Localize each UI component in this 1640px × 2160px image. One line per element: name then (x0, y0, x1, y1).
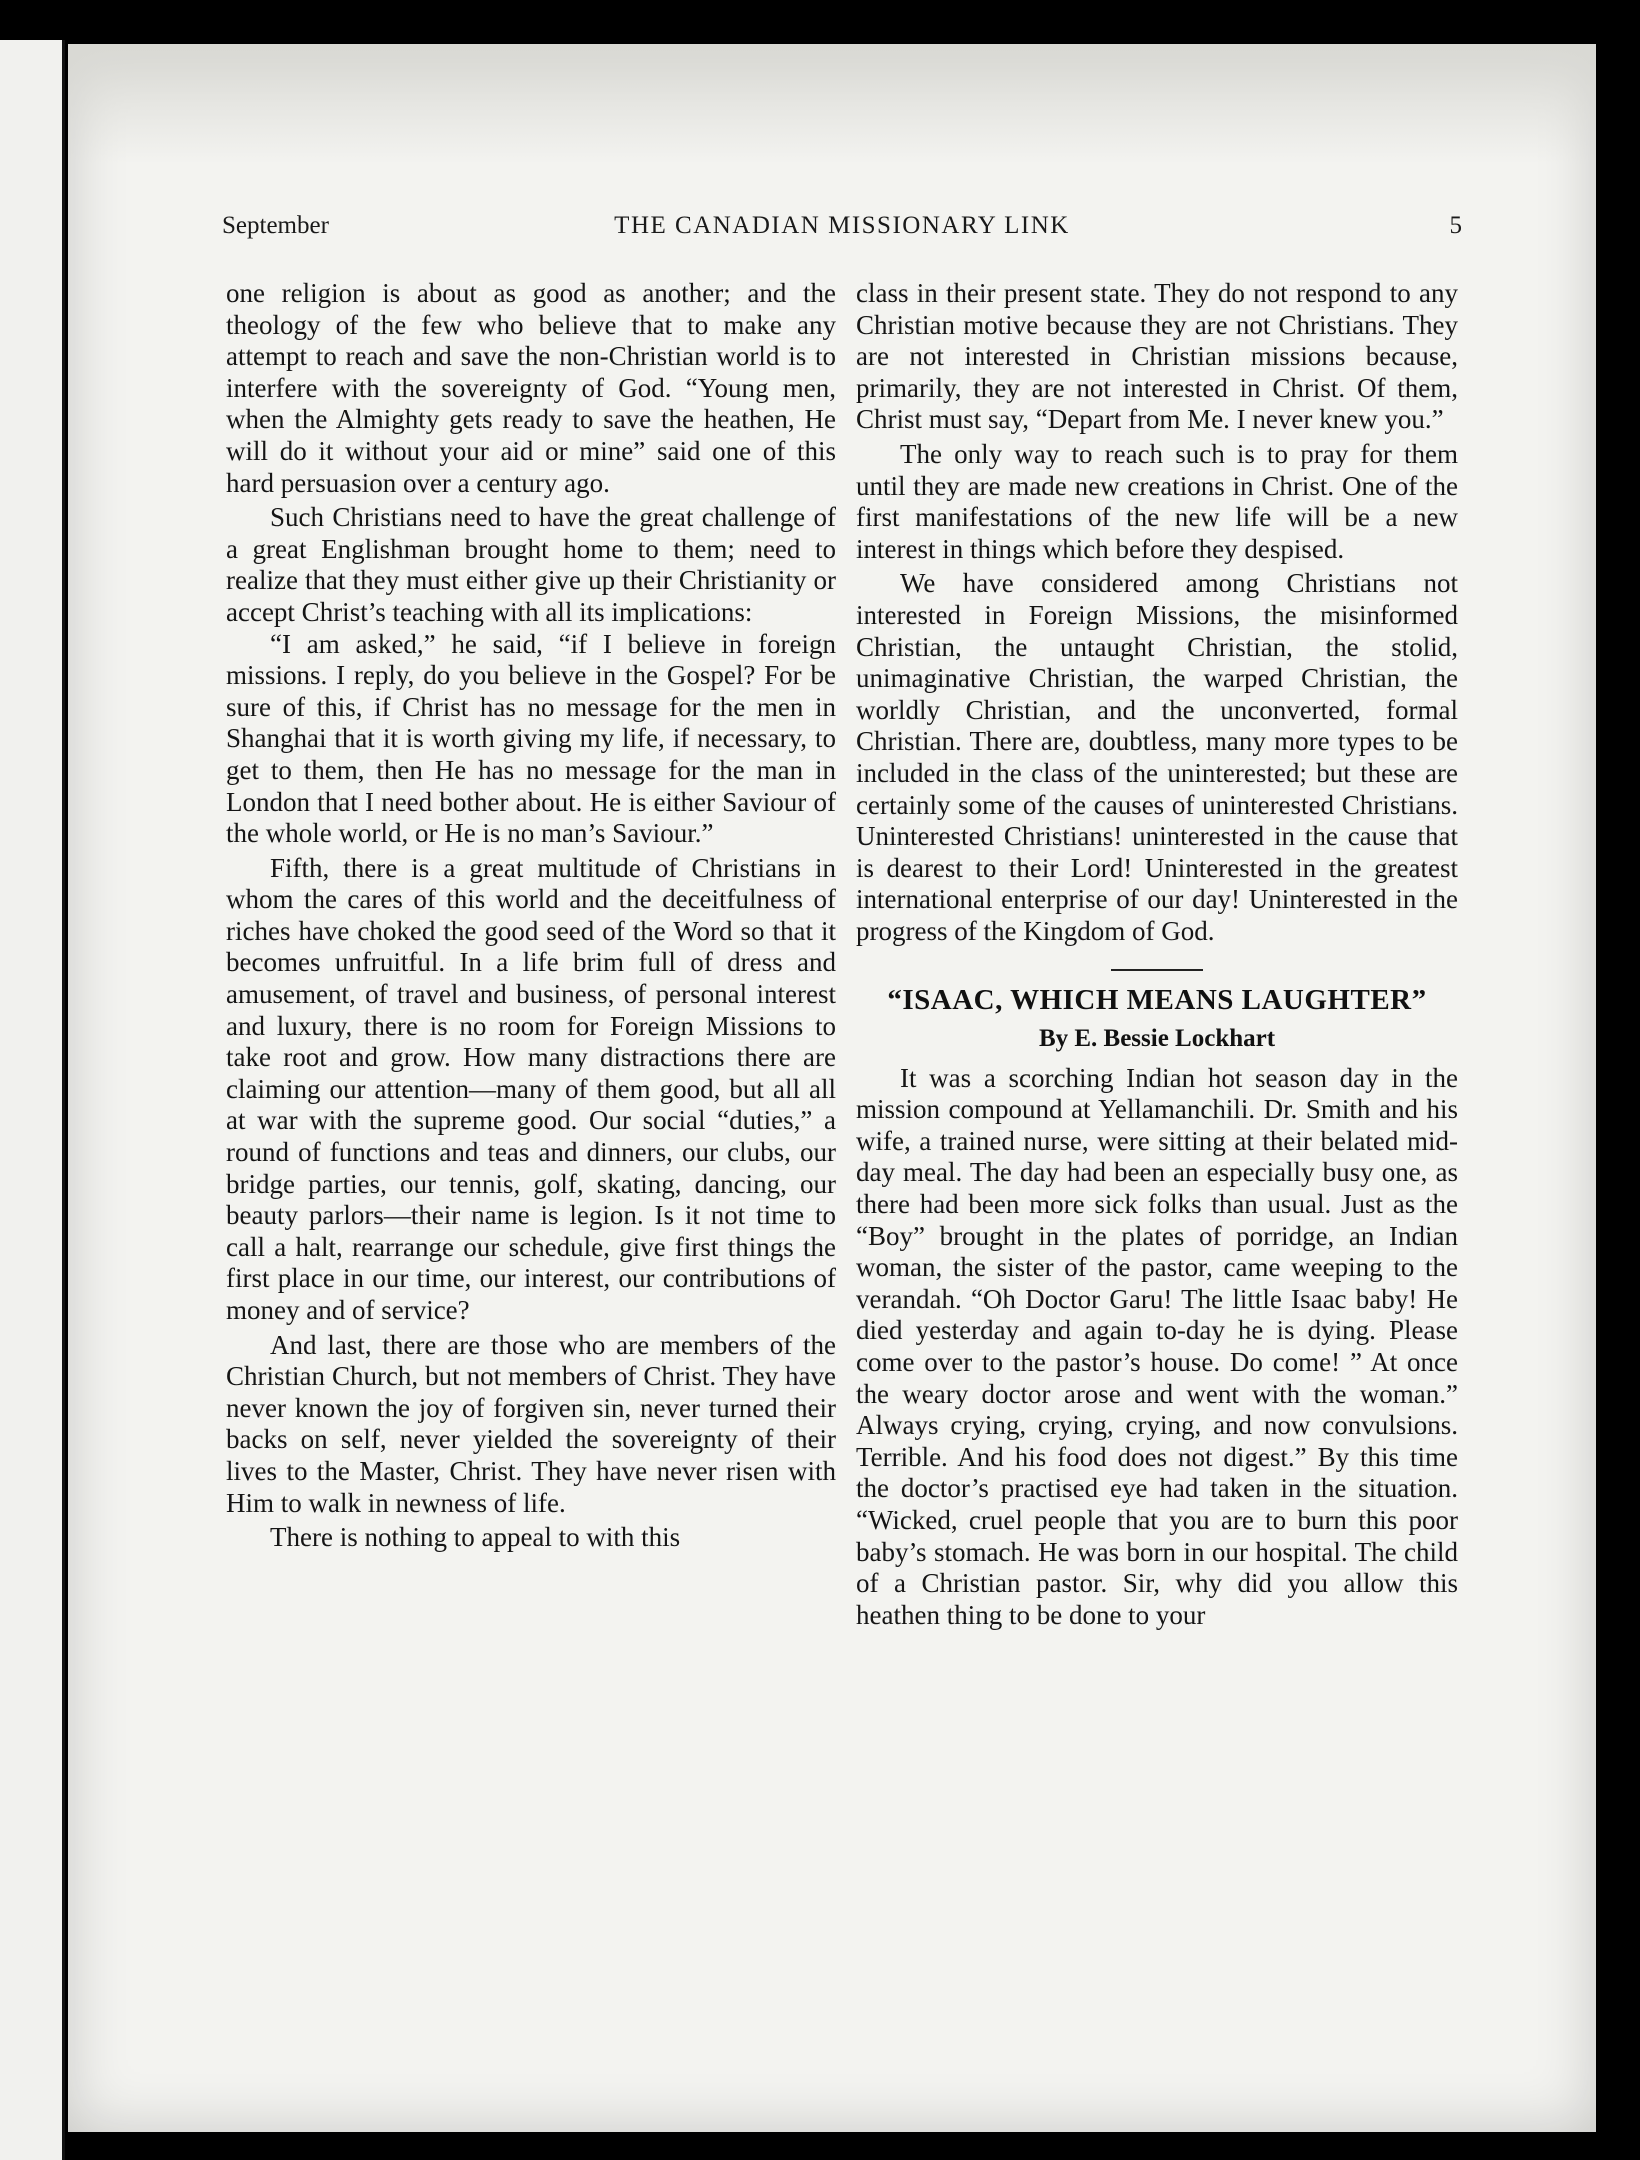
section-divider (1111, 969, 1203, 971)
article-title: “ISAAC, WHICH MEANS LAUGHTER” (887, 984, 1427, 1017)
paragraph: It was a scorching Indian hot season day in the mission compound at Yellamanchili. Dr. Smith and his wife, a trained nurse, were sitting at their belated mid-day meal. The day had been an especially busy one, as there had been more sick folks than usual. Just as the “Boy” brought in the plates of porridge, an Indian woman, the sister of the pastor, came weeping to the verandah. “Oh Doctor Garu! The little Isaac baby! He died yesterday and again to-day he is dying. Please come over to the pastor’s house. Do come! ” At once the weary doctor arose and went with the woman.” Always crying, crying, crying, and now convulsions. Terrible. And his food does not digest.” By this time the doctor’s practised eye had taken in the situation. “Wicked, cruel people that you are to burn this poor baby’s stomach. He was born in our hospital. The child of a Christian pastor. Sir, why did you allow this heathen thing to be done to your (856, 1062, 1458, 1630)
quotation-paragraph: “I am asked,” he said, “if I believe in foreign missions. I reply, do you believe in the Gospel? For be sure of this, if Christ has no message for the men in Shanghai that it is worth giving my life, if necessary, to get to them, then He has no message for the man in London that I need bother about. He is either Saviour of the whole world, or He is no man’s Saviour.” (226, 628, 836, 849)
paragraph: Such Christians need to have the great challenge of a great Englishman brought home to them; need to realize that they must either give up their Christianity or accept Christ’s teaching with all its implications: (226, 502, 836, 627)
facing-page-edge (0, 40, 65, 2160)
running-header (222, 212, 1462, 246)
right-column (856, 278, 1458, 1631)
paragraph: There is nothing to appeal to with this (270, 1522, 681, 1553)
paragraph: Fifth, there is a great multitude of Christians in whom the cares of this world and the deceitfulness of riches have choked the good seed of the Word so that it becomes unfruitful. In a life brim full of dress and amusement, of travel and business, of personal interest and luxury, there is no room for Foreign Missions to take root and grow. How many distractions there are claiming our attention—many of them good, but all all at war with the supreme good. Our social “duties,” a round of functions and teas and dinners, our clubs, our bridge parties, our tennis, golf, skating, dancing, our beauty parlors—their name is legion. Is it not time to call a halt, rearrange our schedule, give first things the first place in our time, our interest, our contributions of money and of service? (226, 852, 836, 1325)
header-month: September (222, 212, 329, 239)
paragraph: class in their present state. They do not respond to any Christian motive because they are not Christians. They are not interested in Christian missions because, primarily, they are not interested in Christ. Of them, Christ must say, “Depart from Me. I never knew you.” (856, 278, 1458, 435)
page-number: 5 (1449, 212, 1462, 239)
paragraph: We have considered among Christians not interested in Foreign Missions, the misinformed Christian, the untaught Christian, the stolid, unimaginative Christian, the warped Christian, the worldly Christian, and the unconverted, formal Christian. There are, doubtless, many more types to be included in the class of the uninterested; but these are certainly some of the causes of uninterested Christians. Uninterested Christians! uninterested in the cause that is dearest to their Lord! Uninterested in the greatest international enterprise of our day! Uninterested in the progress of the Kingdom of God. (856, 568, 1458, 946)
paragraph: And last, there are those who are members of the Christian Church, but not members of Christ. They have never known the joy of forgiven sin, never turned their backs on self, never yielded the sovereignty of their lives to the Master, Christ. They have never risen with Him to walk in newness of life. (226, 1329, 836, 1518)
paragraph: one religion is about as good as another; and the theology of the few who believe that to make any attempt to reach and save the non-Christian world is to interfere with the sovereignty of God. “Young men, when the Almighty gets ready to save the heathen, He will do it without your aid or mine” said one of this hard persuasion over a century ago. (226, 278, 836, 498)
article-byline: By E. Bessie Lockhart (1038, 1025, 1276, 1053)
header-title: THE CANADIAN MISSIONARY LINK (614, 212, 1070, 239)
left-column (226, 278, 836, 1554)
paragraph: The only way to reach such is to pray for them until they are made new creations in Christ. One of the first manifestations of the new life will be a new interest in things which before they despised. (856, 438, 1458, 564)
